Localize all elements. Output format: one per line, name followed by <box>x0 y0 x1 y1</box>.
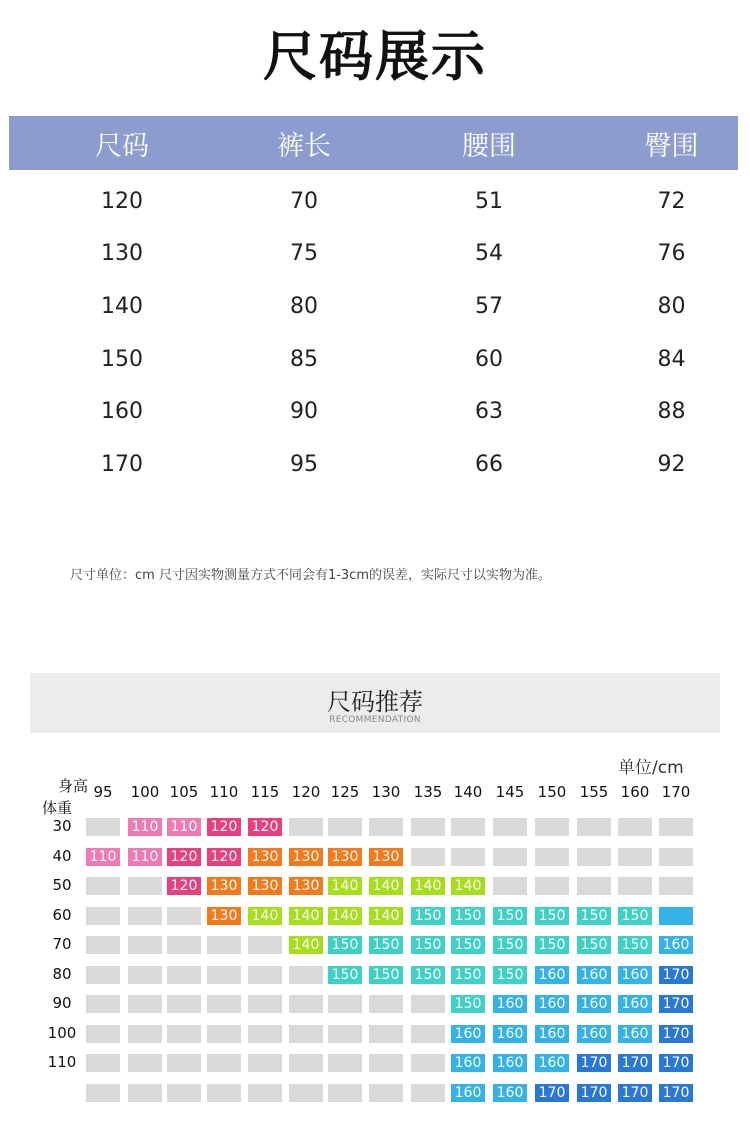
measurement-note: 尺寸单位：cm 尺寸因实物测量方式不同会有1-3cm的误差，实际尺寸以实物为准。 <box>70 568 551 583</box>
size-cell: 170 <box>659 995 693 1013</box>
size-cell <box>289 818 323 836</box>
height-column-label: 125 <box>330 783 360 801</box>
size-cell: 150 <box>535 907 569 925</box>
size-cell <box>493 848 527 866</box>
size-cell <box>248 995 282 1013</box>
size-cell: 150 <box>369 936 403 954</box>
unit-label: 单位/cm <box>618 758 684 778</box>
size-cell: 140 <box>289 936 323 954</box>
size-cell <box>289 966 323 984</box>
size-cell <box>248 966 282 984</box>
size-cell: 150 <box>411 936 445 954</box>
size-cell: 150 <box>535 936 569 954</box>
size-cell: 160 <box>577 1025 611 1043</box>
size-cell: 150 <box>618 907 652 925</box>
cell-length: 75 <box>290 241 318 267</box>
cell-waist: 54 <box>475 241 503 267</box>
size-cell <box>128 936 162 954</box>
size-cell <box>289 1084 323 1102</box>
size-cell <box>248 936 282 954</box>
size-cell: 160 <box>577 966 611 984</box>
size-cell: 150 <box>451 995 485 1013</box>
height-column-label: 145 <box>495 783 525 801</box>
recommendation-banner <box>30 673 720 733</box>
size-cell: 130 <box>289 848 323 866</box>
page-title: 尺码展示 <box>263 25 487 88</box>
size-cell: 150 <box>451 966 485 984</box>
table-row <box>9 175 738 228</box>
size-cell: 130 <box>289 877 323 895</box>
size-cell <box>207 1054 241 1072</box>
size-cell <box>289 1054 323 1072</box>
size-cell: 160 <box>493 995 527 1013</box>
size-cell: 170 <box>659 1054 693 1072</box>
size-cell: 140 <box>369 907 403 925</box>
cell-hip: 92 <box>657 451 686 477</box>
size-cell <box>411 995 445 1013</box>
size-cell: 140 <box>328 907 362 925</box>
size-cell: 160 <box>451 1054 485 1072</box>
size-table <box>9 116 738 491</box>
size-cell: 130 <box>328 848 362 866</box>
size-cell <box>86 966 120 984</box>
size-cell: 170 <box>618 1084 652 1102</box>
size-cell: 160 <box>451 1025 485 1043</box>
cell-hip: 84 <box>657 346 686 372</box>
size-cell <box>248 1084 282 1102</box>
size-cell <box>411 818 445 836</box>
size-cell: 120 <box>207 848 241 866</box>
size-cell: 150 <box>451 907 485 925</box>
size-cell <box>535 848 569 866</box>
size-cell <box>207 1084 241 1102</box>
size-cell <box>451 848 485 866</box>
size-cell: 170 <box>659 966 693 984</box>
size-cell: 140 <box>248 907 282 925</box>
size-cell: 110 <box>128 848 162 866</box>
size-cell: 130 <box>248 877 282 895</box>
cell-size: 140 <box>101 293 143 319</box>
size-cell <box>411 1054 445 1072</box>
height-axis-label: 身高 <box>58 777 89 795</box>
size-cell <box>369 1054 403 1072</box>
size-cell <box>167 966 201 984</box>
cell-size: 160 <box>101 399 143 425</box>
size-cell: 150 <box>577 907 611 925</box>
size-cell <box>369 1084 403 1102</box>
size-cell <box>86 877 120 895</box>
size-cell: 160 <box>618 995 652 1013</box>
cell-hip: 88 <box>657 399 686 425</box>
size-cell <box>167 907 201 925</box>
size-cell: 130 <box>207 877 241 895</box>
size-cell <box>328 1054 362 1072</box>
cell-waist: 51 <box>475 188 503 214</box>
size-cell <box>618 848 652 866</box>
size-cell <box>535 818 569 836</box>
size-cell <box>328 1025 362 1043</box>
size-cell: 160 <box>618 1025 652 1043</box>
size-cell: 140 <box>369 877 403 895</box>
height-column-label: 110 <box>209 783 239 801</box>
size-cell <box>577 848 611 866</box>
size-cell: 120 <box>207 818 241 836</box>
size-cell: 150 <box>577 936 611 954</box>
size-cell: 150 <box>493 907 527 925</box>
weight-row-label: 50 <box>52 876 72 894</box>
size-cell <box>248 1054 282 1072</box>
size-cell: 170 <box>577 1084 611 1102</box>
size-cell <box>369 1025 403 1043</box>
size-cell <box>167 995 201 1013</box>
size-cell <box>167 1084 201 1102</box>
header-length: 裤长 <box>277 130 331 162</box>
size-cell <box>128 995 162 1013</box>
size-cell: 160 <box>493 1054 527 1072</box>
header-waist: 腰围 <box>462 130 516 162</box>
cell-waist: 60 <box>475 346 503 372</box>
size-cell: 110 <box>86 848 120 866</box>
size-cell: 130 <box>207 907 241 925</box>
header-size: 尺码 <box>95 130 149 162</box>
weight-row-label: 100 <box>47 1023 77 1042</box>
size-cell: 160 <box>535 966 569 984</box>
size-cell: 170 <box>577 1054 611 1072</box>
height-column-label: 150 <box>537 783 567 801</box>
size-cell: 150 <box>328 966 362 984</box>
size-cell <box>289 1025 323 1043</box>
size-cell <box>369 995 403 1013</box>
recommendation-subtitle: RECOMMENDATION <box>329 715 421 725</box>
height-column-label: 135 <box>413 783 443 801</box>
size-cell <box>207 936 241 954</box>
size-cell: 160 <box>493 1025 527 1043</box>
size-cell: 170 <box>618 1054 652 1072</box>
height-column-label: 120 <box>291 783 321 801</box>
size-cell <box>451 818 485 836</box>
size-cell <box>86 1084 120 1102</box>
weight-row-label: 40 <box>52 846 72 865</box>
size-cell <box>411 1025 445 1043</box>
table-row <box>9 333 738 386</box>
size-cell <box>493 877 527 895</box>
size-cell: 170 <box>535 1084 569 1102</box>
recommendation-grid <box>0 770 750 1110</box>
cell-length: 85 <box>290 346 318 372</box>
size-cell <box>167 1025 201 1043</box>
table-row <box>9 438 738 491</box>
size-cell <box>618 818 652 836</box>
size-cell: 160 <box>493 1084 527 1102</box>
size-cell: 120 <box>248 818 282 836</box>
weight-row-label: 110 <box>47 1053 77 1071</box>
size-cell: 150 <box>451 936 485 954</box>
size-cell <box>167 936 201 954</box>
size-cell: 170 <box>659 1025 693 1043</box>
size-cell <box>86 818 120 836</box>
cell-hip: 80 <box>657 293 686 319</box>
cell-hip: 72 <box>657 188 686 214</box>
cell-size: 120 <box>101 188 143 214</box>
weight-row-label: 70 <box>52 935 72 953</box>
size-cell: 160 <box>659 936 693 954</box>
cell-size: 130 <box>101 241 143 267</box>
height-column-label: 170 <box>661 783 691 801</box>
height-column-label: 100 <box>130 783 160 801</box>
weight-row-label: 60 <box>52 905 72 924</box>
size-cell <box>128 966 162 984</box>
size-cell: 130 <box>369 848 403 866</box>
size-cell: 160 <box>535 1025 569 1043</box>
weight-row-label: 30 <box>52 817 72 835</box>
size-cell: 120 <box>167 877 201 895</box>
height-column-label: 105 <box>169 783 199 801</box>
size-cell <box>86 995 120 1013</box>
size-cell: 160 <box>535 995 569 1013</box>
weight-row-label: 90 <box>52 994 72 1012</box>
size-cell <box>328 995 362 1013</box>
size-cell <box>493 818 527 836</box>
size-cell <box>86 907 120 925</box>
size-cell: 140 <box>411 877 445 895</box>
height-column-label: 160 <box>620 783 650 801</box>
cell-size: 150 <box>101 346 143 372</box>
size-cell: 160 <box>451 1084 485 1102</box>
size-cell <box>411 1084 445 1102</box>
table-row <box>9 385 738 438</box>
size-cell: 110 <box>128 818 162 836</box>
size-cell: 170 <box>659 1084 693 1102</box>
cell-length: 95 <box>290 451 318 477</box>
size-cell: 150 <box>411 907 445 925</box>
height-column-label: 115 <box>250 783 280 801</box>
size-cell <box>328 1084 362 1102</box>
height-column-label: 140 <box>453 783 483 801</box>
weight-row-label: 80 <box>52 964 72 983</box>
size-cell: 150 <box>411 966 445 984</box>
size-cell: 150 <box>618 936 652 954</box>
size-cell: 150 <box>493 936 527 954</box>
size-cell: 150 <box>328 936 362 954</box>
size-cell: 160 <box>535 1054 569 1072</box>
height-column-label: 130 <box>371 783 401 801</box>
size-cell: 160 <box>618 966 652 984</box>
size-cell <box>248 1025 282 1043</box>
size-cell: 110 <box>167 818 201 836</box>
size-cell <box>86 1054 120 1072</box>
size-cell: 140 <box>451 877 485 895</box>
cell-length: 70 <box>290 188 318 214</box>
size-cell <box>207 995 241 1013</box>
size-cell <box>411 848 445 866</box>
size-cell <box>618 877 652 895</box>
size-cell <box>289 995 323 1013</box>
size-cell <box>207 1025 241 1043</box>
cell-waist: 66 <box>475 451 503 477</box>
size-cell <box>577 877 611 895</box>
size-cell <box>86 1025 120 1043</box>
size-cell <box>577 818 611 836</box>
cell-hip: 76 <box>657 241 686 267</box>
size-cell: 130 <box>248 848 282 866</box>
size-cell <box>128 907 162 925</box>
cell-waist: 63 <box>475 399 503 425</box>
size-table-header <box>9 116 738 170</box>
size-cell: 150 <box>493 966 527 984</box>
size-cell <box>659 818 693 836</box>
weight-axis-label: 体重 <box>42 799 73 817</box>
size-cell: 140 <box>289 907 323 925</box>
size-cell <box>128 1054 162 1072</box>
size-cell <box>659 877 693 895</box>
size-cell: 150 <box>369 966 403 984</box>
size-cell <box>167 1054 201 1072</box>
table-row <box>9 228 738 281</box>
cell-length: 80 <box>290 293 318 319</box>
cell-waist: 57 <box>475 293 503 319</box>
height-column-label: 155 <box>579 783 609 801</box>
size-cell <box>86 936 120 954</box>
size-cell <box>659 907 693 925</box>
recommendation-title: 尺码推荐 <box>327 688 423 716</box>
size-cell <box>659 848 693 866</box>
cell-size: 170 <box>101 451 143 477</box>
size-cell <box>328 818 362 836</box>
size-cell: 160 <box>577 995 611 1013</box>
size-cell <box>128 1025 162 1043</box>
size-cell <box>207 966 241 984</box>
size-cell <box>128 1084 162 1102</box>
size-cell <box>128 877 162 895</box>
size-cell <box>369 818 403 836</box>
header-hip: 臀围 <box>644 130 699 162</box>
table-row <box>9 280 738 333</box>
size-cell: 140 <box>328 877 362 895</box>
size-cell <box>535 877 569 895</box>
size-cell: 120 <box>167 848 201 866</box>
cell-length: 90 <box>290 399 318 425</box>
height-column-label: 95 <box>93 783 113 801</box>
